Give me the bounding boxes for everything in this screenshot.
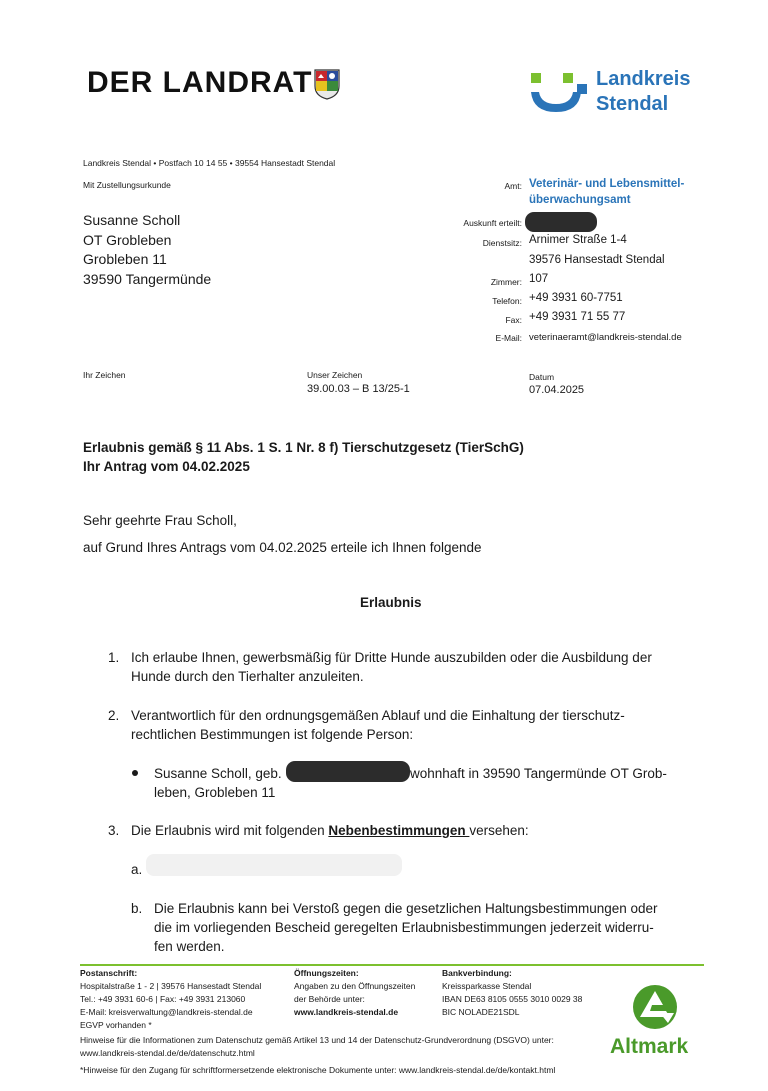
footer-postanschrift [80,967,261,1032]
bullet-text-line2: leben, Grobleben 11 [154,785,276,800]
telefon-label: Telefon: [492,296,522,306]
item-1-number: 1. [108,650,120,665]
item-3-number: 3. [108,823,120,838]
item-3-underlined: Nebenbestimmungen [328,823,470,838]
sub-b-line3: fen werden. [154,939,225,954]
footer-hours-line1: Angaben zu den Öffnungszeiten [294,981,416,991]
landkreis-logo-icon [529,70,589,120]
footer-divider [80,964,704,966]
coat-of-arms-icon [313,68,341,100]
datum-label: Datum [529,372,555,382]
recipient-line3: Grobleben 11 [83,251,167,267]
ihr-zeichen-label: Ihr Zeichen [83,370,126,380]
altmark-logo-icon [630,983,680,1031]
footer-bank-line1: Kreissparkasse Stendal [442,981,532,991]
fax-label: Fax: [505,315,522,325]
footer-privacy-link[interactable]: www.landkreis-stendal.de/de/datenschutz.html [80,1048,255,1058]
subject-line1: Erlaubnis gemäß § 11 Abs. 1 S. 1 Nr. 8 f) Tierschutzgesetz (TierSchG) [83,440,524,455]
landkreis-name-line1: Landkreis [596,68,691,90]
footer-hours-line2: der Behörde unter: [294,994,365,1004]
recipient-name: Susanne Scholl [83,212,181,228]
fax-value: +49 3931 71 55 77 [529,311,626,323]
item-3-prefix: Die Erlaubnis wird mit folgenden [131,823,329,838]
footer-bank-label: Bankverbindung: [442,968,512,978]
sub-b-line1: Die Erlaubnis kann bei Verstoß gegen die gesetzlichen Haltungsbestimmungen oder [154,901,658,916]
item-2-number: 2. [108,708,120,723]
item-3-text [131,821,529,840]
footer-hours-label: Öffnungszeiten: [294,968,359,978]
dienstsitz-label: Dienstsitz: [482,238,522,248]
item-1-line1: Ich erlaube Ihnen, gewerbsmäßig für Dritte Hunde auszubilden oder die Ausbildung der [131,650,652,665]
recipient-line4: 39590 Tangermünde [83,270,212,287]
amt-label: Amt: [504,181,522,191]
footer-post-line3: E-Mail: kreisverwaltung@landkreis-stendal.de [80,1007,253,1017]
footer-privacy [80,1034,554,1060]
redacted-contact-name [525,212,597,232]
footer-egvp-note [80,1064,555,1077]
amt-value-line1: Veterinär- und Lebensmittel- [529,178,685,190]
footer-post-line4: EGVP vorhanden * [80,1020,152,1030]
footer-privacy-line1: Hinweise für die Informationen zum Datenschutz gemäß Artikel 13 und 14 der Datenschutz-Grundverordnung (DSGVO) unter: [80,1035,554,1045]
footer-post-line2: Tel.: +49 3931 60-6 | Fax: +49 3931 213060 [80,994,246,1004]
footer-post-line1: Hospitalstraße 1 - 2 | 39576 Hansestadt Stendal [80,981,262,991]
footer-oeffnungszeiten [294,967,415,1019]
recipient-address [83,211,211,289]
footer-bankverbindung [442,967,582,1019]
letterhead-title: DER LANDRAT [87,66,313,99]
footer-hours-link[interactable]: www.landkreis-stendal.de [294,1007,399,1017]
email-label: E-Mail: [495,333,522,343]
redacted-birth-date [286,761,410,782]
dienstsitz-line1: Arnimer Straße 1-4 [529,234,627,246]
footer-bank-line3: BIC NOLADE21SDL [442,1007,520,1017]
recipient-line2: OT Grobleben [83,231,172,248]
unser-zeichen-label: Unser Zeichen [307,370,363,380]
subject-line2: Ihr Antrag vom 04.02.2025 [83,459,250,474]
amt-value-line2: überwachungsamt [529,194,631,206]
sub-b-line2: die im vorliegenden Bescheid geregelten Erlaubnisbestimmungen jederzeit widerru- [154,920,654,935]
datum-value: 07.04.2025 [529,384,585,396]
sub-b-label: b. [131,901,143,916]
item-2-line2: rechtlichen Bestimmungen ist folgende Person: [131,727,414,742]
email-value: veterinaeramt@landkreis-stendal.de [529,332,682,343]
bullet-text-part1: Susanne Scholl, geb. [154,766,282,781]
footer-bank-line2: IBAN DE63 8105 0555 3010 0029 38 [442,994,583,1004]
item-3-suffix: versehen: [469,823,529,838]
zimmer-value: 107 [529,273,549,285]
item-2-line1: Verantwortlich für den ordnungsgemäßen Ablauf und die Einhaltung der tierschutz- [131,708,625,723]
bullet-dot-icon [132,770,138,776]
item-1-line2: Hunde durch den Tierhalter anzuleiten. [131,669,364,684]
sub-a-label: a. [131,862,143,877]
footer-post-label: Postanschrift: [80,968,138,978]
bullet-text-part2: wohnhaft in 39590 Tangermünde OT Grob- [410,766,667,781]
sender-line: Landkreis Stendal • Postfach 10 14 55 • 39554 Hansestadt Stendal [83,158,336,168]
salutation: Sehr geehrte Frau Scholl, [83,513,237,528]
dienstsitz-line2: 39576 Hansestadt Stendal [529,254,665,266]
auskunft-label: Auskunft erteilt: [463,218,522,228]
section-heading: Erlaubnis [360,595,422,610]
altmark-wordmark: Altmark [610,1035,689,1058]
unser-zeichen-value: 39.00.03 – B 13/25-1 [307,383,410,395]
telefon-value: +49 3931 60-7751 [529,292,623,304]
redacted-condition-a [146,854,402,876]
footer-egvp-text: *Hinweise für den Zugang für schriftformersetzende elektronische Dokumente unter: www.landkreis-stendal.de/de/kontakt.html [80,1065,556,1075]
zimmer-label: Zimmer: [490,277,522,287]
landkreis-name-line2: Stendal [596,93,669,115]
delivery-note: Mit Zustellungsurkunde [83,180,171,190]
intro-text: auf Grund Ihres Antrags vom 04.02.2025 erteile ich Ihnen folgende [83,540,482,555]
